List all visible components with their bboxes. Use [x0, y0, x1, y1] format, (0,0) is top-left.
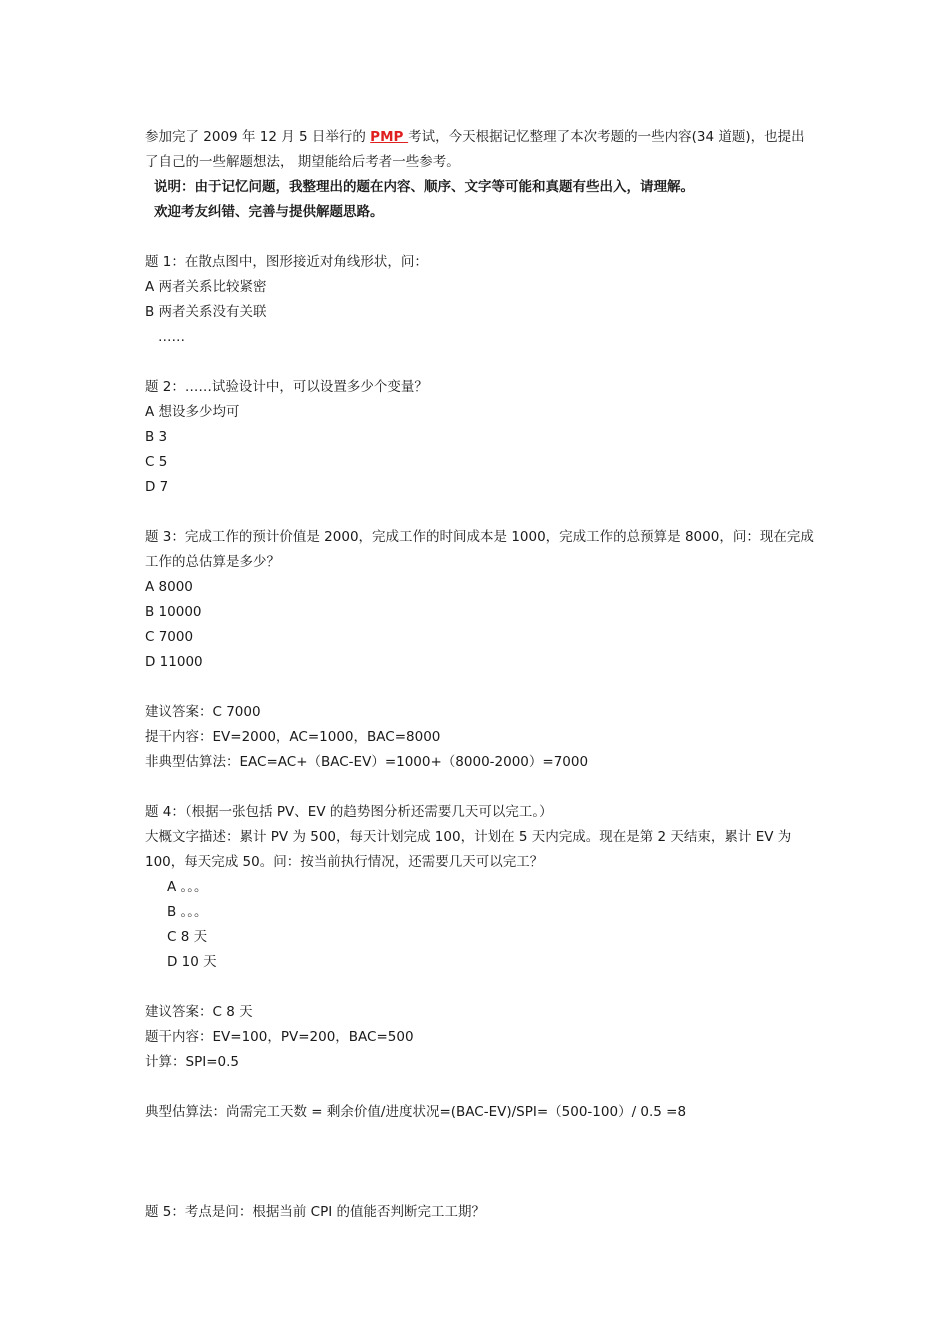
- q3-option-c: C 7000: [145, 629, 194, 645]
- q4-option-b: B 。。。: [167, 904, 208, 920]
- q3-question: 题 3：完成工作的预计价值是 2000，完成工作的时间成本是 1000，完成工作的总预算是 8000，问：现在完成工作的总估算是多少？: [145, 529, 814, 570]
- pmp-link[interactable]: PMP: [370, 129, 409, 145]
- q5-question: 题 5：考点是问：根据当前 CPI 的值能否判断完工工期？: [145, 1204, 486, 1220]
- q4-option-d: D 10 天: [167, 954, 217, 970]
- spacer: [145, 1075, 815, 1100]
- intro-text-before-link: 参加完了 2009 年 12 月 5 日举行的: [145, 129, 371, 145]
- q2-option-c: C 5: [145, 454, 168, 470]
- intro-text-after-link: 考试，今天根据记忆整理了本次考题的一些内容(34 道题)，也提出了自己的一些解题想法， 期望能给后考者一些参考。: [145, 129, 805, 170]
- intro-paragraph: [145, 125, 815, 175]
- q4-method: 典型估算法：尚需完工天数 = 剩余价值/进度状况=(BAC-EV)/SPI=（500-100）/ 0.5 =8: [145, 1104, 687, 1120]
- q4-answer: 建议答案：C 8 天: [145, 1004, 253, 1020]
- q4-description: 大概文字描述：累计 PV 为 500，每天计划完成 100，计划在 5 天内完成。现在是第 2 天结束，累计 EV 为 100，每天完成 50。问：按当前执行情况，还需要几天可以完工？: [145, 829, 792, 870]
- spacer: [145, 775, 815, 800]
- q4-option-c: C 8 天: [167, 929, 208, 945]
- q4-option-a: A 。。。: [167, 879, 208, 895]
- q4-stem: 题干内容：EV=100，PV=200，BAC=500: [145, 1029, 414, 1045]
- spacer: [145, 225, 815, 250]
- q3-answer: 建议答案：C 7000: [145, 704, 261, 720]
- q1-ellipsis: ……: [158, 329, 185, 345]
- q4-calc: 计算：SPI=0.5: [145, 1054, 239, 1070]
- q3-option-b: B 10000: [145, 604, 202, 620]
- q2-question: 题 2：……试验设计中，可以设置多少个变量？: [145, 379, 428, 395]
- q1-option-a: A 两者关系比较紧密: [145, 279, 267, 295]
- document-body: [145, 125, 815, 1225]
- spacer: [145, 350, 815, 375]
- q1-question: 题 1：在散点图中，图形接近对角线形状，问：: [145, 254, 428, 270]
- q3-method: 非典型估算法：EAC=AC+（BAC-EV）=1000+（8000-2000）=7000: [145, 754, 589, 770]
- intro-welcome: 欢迎考友纠错、完善与提供解题思路。: [154, 204, 384, 220]
- q2-option-a: A 想设多少均可: [145, 404, 240, 420]
- q3-stem: 提干内容：EV=2000，AC=1000，BAC=8000: [145, 729, 441, 745]
- spacer: [145, 1125, 815, 1200]
- q3-option-a: A 8000: [145, 579, 193, 595]
- q2-option-d: D 7: [145, 479, 169, 495]
- q2-option-b: B 3: [145, 429, 168, 445]
- spacer: [145, 675, 815, 700]
- spacer: [145, 500, 815, 525]
- q1-option-b: B 两者关系没有关联: [145, 304, 267, 320]
- q3-option-d: D 11000: [145, 654, 203, 670]
- q4-question: 题 4：（根据一张包括 PV、EV 的趋势图分析还需要几天可以完工。）: [145, 804, 553, 820]
- spacer: [145, 975, 815, 1000]
- intro-note: 说明：由于记忆问题，我整理出的题在内容、顺序、文字等可能和真题有些出入，请理解。: [154, 179, 694, 195]
